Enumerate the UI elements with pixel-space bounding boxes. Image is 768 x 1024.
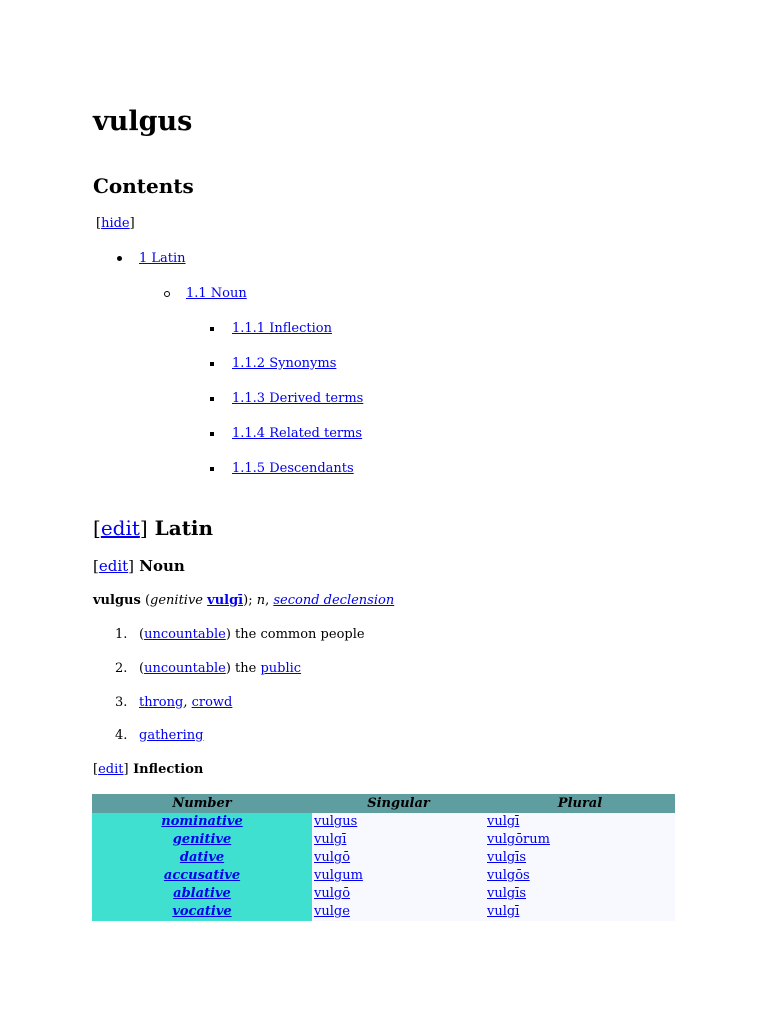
definition-text bbox=[139, 726, 203, 746]
toc-heading: Contents bbox=[93, 174, 194, 198]
section-heading-inflection bbox=[93, 760, 203, 780]
form-link[interactable]: vulgus bbox=[314, 814, 358, 829]
toc-item-synonyms[interactable]: 1.1.2 Synonyms bbox=[232, 356, 337, 371]
form-link[interactable]: vulgum bbox=[314, 868, 363, 883]
form-link[interactable]: vulgī bbox=[314, 832, 347, 847]
definition-gloss: the bbox=[230, 661, 261, 676]
genitive-form-link[interactable] bbox=[207, 593, 243, 608]
edit-bracket-open: [ bbox=[93, 557, 99, 575]
section-title-inflection: Inflection bbox=[128, 762, 204, 777]
paren-open: ( bbox=[140, 593, 151, 608]
paren-close: ) bbox=[225, 627, 231, 642]
case-link[interactable]: accusative bbox=[163, 868, 241, 883]
page-title: vulgus bbox=[93, 106, 193, 137]
edit-bracket-close: ] bbox=[128, 557, 135, 575]
crowd-link[interactable]: crowd bbox=[191, 695, 233, 710]
toc-hide-link[interactable]: hide bbox=[101, 216, 130, 231]
toc-item-descendants[interactable]: 1.1.5 Descendants bbox=[232, 461, 354, 476]
case-link[interactable]: ablative bbox=[173, 886, 231, 901]
paren-open: ( bbox=[139, 661, 145, 676]
case-cell bbox=[92, 903, 312, 921]
plural-cell bbox=[485, 831, 675, 849]
throng-link[interactable]: throng bbox=[139, 695, 184, 710]
table-row bbox=[92, 831, 675, 849]
paren-close: ) bbox=[225, 661, 231, 676]
singular-cell bbox=[312, 885, 485, 903]
table-row bbox=[92, 867, 675, 885]
form-link[interactable]: vulgōs bbox=[487, 868, 530, 883]
definition-text bbox=[139, 693, 232, 713]
gathering-link[interactable]: gathering bbox=[139, 728, 204, 743]
genitive-form: vulgī bbox=[207, 593, 244, 608]
plural-cell bbox=[485, 813, 675, 831]
toc-item-latin[interactable]: 1 Latin bbox=[139, 251, 186, 266]
column-header-number: Number bbox=[92, 794, 312, 813]
declension-link[interactable] bbox=[273, 593, 394, 608]
singular-cell bbox=[312, 831, 485, 849]
case-link[interactable]: dative bbox=[179, 850, 225, 865]
singular-cell bbox=[312, 813, 485, 831]
uncountable-link[interactable]: uncountable bbox=[144, 661, 226, 676]
case-cell bbox=[92, 885, 312, 903]
singular-cell bbox=[312, 867, 485, 885]
declension-label: second declension bbox=[273, 593, 395, 608]
public-link[interactable]: public bbox=[260, 661, 302, 676]
edit-link-latin[interactable]: edit bbox=[100, 516, 140, 540]
case-cell bbox=[92, 849, 312, 867]
plural-cell bbox=[485, 867, 675, 885]
column-header-singular: Singular bbox=[312, 794, 485, 813]
table-header-row bbox=[92, 794, 675, 813]
comma: , bbox=[265, 593, 274, 608]
uncountable-link[interactable]: uncountable bbox=[144, 627, 226, 642]
toc-toggle-open: [ bbox=[96, 216, 102, 231]
singular-cell bbox=[312, 849, 485, 867]
column-header-plural: Plural bbox=[485, 794, 675, 813]
toc-item-inflection[interactable]: 1.1.1 Inflection bbox=[232, 321, 332, 336]
plural-cell bbox=[485, 885, 675, 903]
paren-open: ( bbox=[139, 627, 145, 642]
toc-item-derived-terms[interactable]: 1.1.3 Derived terms bbox=[232, 391, 364, 406]
definition-number: 3. bbox=[115, 695, 128, 710]
definition-gloss: the common people bbox=[230, 627, 365, 642]
form-link[interactable]: vulgōrum bbox=[487, 832, 550, 847]
section-title-latin: Latin bbox=[147, 516, 214, 540]
definition-text bbox=[139, 625, 365, 645]
edit-link-noun[interactable]: edit bbox=[98, 557, 129, 575]
section-heading-noun bbox=[93, 556, 185, 576]
headword-line bbox=[93, 591, 394, 611]
table-row bbox=[92, 813, 675, 831]
table-row bbox=[92, 903, 675, 921]
toc-item-related-terms[interactable]: 1.1.4 Related terms bbox=[232, 426, 363, 441]
edit-bracket-open: [ bbox=[93, 762, 99, 777]
form-link[interactable]: vulgō bbox=[314, 886, 351, 901]
gender-label: n bbox=[256, 593, 266, 608]
case-cell bbox=[92, 831, 312, 849]
toc-item-noun[interactable]: 1.1 Noun bbox=[186, 286, 247, 301]
section-heading-latin bbox=[93, 514, 213, 542]
case-link[interactable]: nominative bbox=[161, 814, 243, 829]
edit-bracket-close: ] bbox=[123, 762, 129, 777]
table-row bbox=[92, 849, 675, 867]
plural-cell bbox=[485, 849, 675, 867]
headword: vulgus bbox=[93, 593, 141, 608]
case-cell bbox=[92, 813, 312, 831]
case-link[interactable]: vocative bbox=[172, 904, 232, 919]
form-link[interactable]: vulgīs bbox=[487, 886, 527, 901]
toc-toggle bbox=[96, 214, 135, 234]
section-title-noun: Noun bbox=[134, 557, 185, 575]
edit-bracket-close: ] bbox=[139, 516, 148, 540]
genitive-label: genitive bbox=[150, 593, 203, 608]
definition-text bbox=[139, 659, 301, 679]
paren-close: ); bbox=[243, 593, 257, 608]
definition-number: 1. bbox=[115, 627, 128, 642]
form-link[interactable]: vulgī bbox=[487, 904, 520, 919]
toc-toggle-close: ] bbox=[129, 216, 135, 231]
case-link[interactable]: genitive bbox=[172, 832, 232, 847]
edit-bracket-open: [ bbox=[93, 516, 101, 540]
definition-number: 2. bbox=[115, 661, 128, 676]
table-row bbox=[92, 885, 675, 903]
definition-number: 4. bbox=[115, 728, 128, 743]
edit-link-inflection[interactable]: edit bbox=[98, 762, 124, 777]
inflection-table bbox=[92, 794, 675, 921]
form-link[interactable]: vulgō bbox=[314, 850, 351, 865]
form-link[interactable]: vulgī bbox=[487, 814, 520, 829]
singular-cell bbox=[312, 903, 485, 921]
form-link[interactable]: vulgīs bbox=[487, 850, 527, 865]
case-cell bbox=[92, 867, 312, 885]
form-link[interactable]: vulge bbox=[314, 904, 350, 919]
plural-cell bbox=[485, 903, 675, 921]
separator: , bbox=[183, 695, 192, 710]
